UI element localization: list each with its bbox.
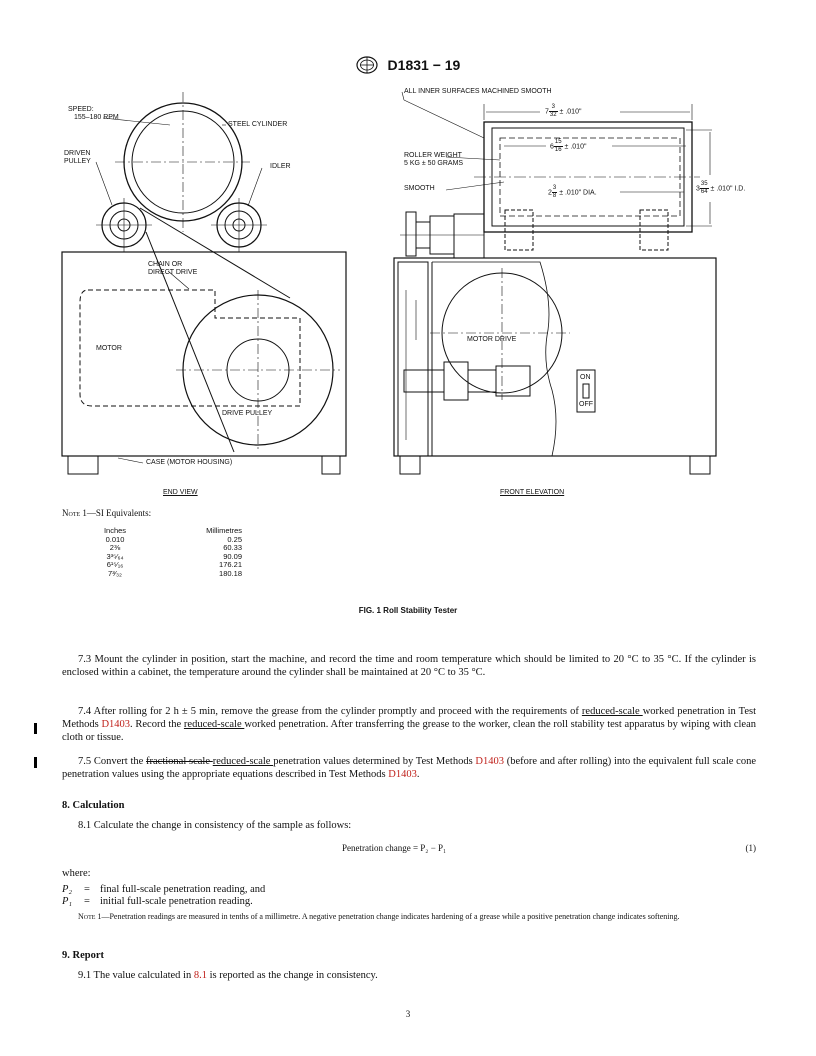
note-text: 1—Penetration readings are measured in tenths of a millimetre. A negative penetration change indicates hardening of a grease while a positive penetration change indicates softening. (95, 912, 680, 921)
millimetres-cell: 90.09 (223, 551, 242, 561)
inches-cell: 3³⁵⁄₆₄ (106, 551, 124, 561)
inserted-text: reduced-scale (581, 706, 643, 717)
where-label: where: (62, 868, 91, 879)
change-bar (34, 723, 37, 734)
table-header-cell: Inches (103, 526, 127, 535)
motor-drive-label: MOTOR DRIVE (467, 336, 517, 343)
paragraph-9-1 (62, 969, 756, 982)
table-row (84, 570, 260, 579)
text-run: 9.1 The value calculated in (78, 970, 194, 981)
text-run: . Record the (130, 719, 184, 730)
inserted-text: reduced-scale (183, 719, 245, 730)
definition-p1 (62, 896, 253, 907)
millimetres-cell: 0.25 (227, 534, 242, 544)
reference-link-8-1[interactable]: 8.1 (193, 970, 207, 981)
paragraph-7-3 (62, 653, 756, 679)
dim-whole: 3 (696, 185, 700, 193)
reference-link-d1403[interactable]: D1403 (475, 756, 505, 767)
dim-numerator: 15 (554, 139, 562, 145)
millimetres-cell: 180.18 (219, 568, 242, 578)
si-equivalents-table (84, 527, 260, 578)
figure-note (62, 508, 151, 518)
dim-denominator: 8 (552, 193, 557, 199)
text-run: penetration values determined by Test Methods (273, 756, 476, 767)
text-run: 7.4 After rolling for 2 h ± 5 min, remove the grease from the cylinder promptly and proceed with the requirements of (78, 706, 582, 717)
definition-p2 (62, 884, 265, 895)
paragraph-7-5 (62, 755, 756, 781)
definition-symbol: P₂ (62, 884, 73, 895)
dim-denominator: 32 (549, 112, 557, 118)
motor-label: MOTOR (96, 345, 122, 352)
section-9-heading: 9. Report (62, 950, 104, 961)
speed-label: SPEED: (68, 106, 94, 113)
text-run: is reported as the change in consistency. (206, 970, 378, 981)
pulley-label: PULLEY (64, 158, 91, 165)
idler-label: IDLER (270, 163, 291, 170)
reference-link-d1403[interactable]: D1403 (388, 769, 417, 780)
inches-cell: 2⅜ (109, 543, 121, 552)
roll-stability-tester-figure (0, 0, 816, 500)
page-number: 3 (405, 1009, 411, 1019)
all-inner-label: ALL INNER SURFACES MACHINED SMOOTH (404, 88, 552, 95)
text-run: worked penetration. After transferring the grease to the worker, clean the roll stability test apparatus by wiping with clean cloth or tissue. (62, 719, 756, 743)
dimension-overall-length (545, 104, 581, 119)
rpm-label: 155–180 RPM (74, 114, 119, 121)
dim-tolerance: ± .010" DIA. (559, 189, 597, 197)
inches-cell: 0.010 (105, 534, 125, 544)
designation: D1831 − 19 (387, 57, 461, 74)
paragraph-8-1 (62, 819, 756, 832)
equation-number: (1) (745, 843, 756, 853)
change-bar (34, 757, 37, 768)
end-view-title: END VIEW (163, 489, 198, 496)
dim-whole: 7 (545, 108, 549, 116)
smooth-label: SMOOTH (404, 185, 435, 192)
text-run: . (416, 769, 420, 780)
inches-cell: 7³⁄₃₂ (108, 568, 122, 578)
driven-label: DRIVEN (64, 150, 91, 157)
millimetres-cell: 60.33 (223, 543, 242, 552)
reference-link-d1403[interactable]: D1403 (101, 719, 131, 730)
front-elevation-title: FRONT ELEVATION (500, 489, 565, 496)
inserted-text: reduced-scale (212, 756, 274, 767)
case-label: CASE (MOTOR HOUSING) (146, 459, 233, 466)
dim-numerator: 3 (549, 104, 558, 112)
calculation-note (62, 912, 756, 922)
equation-text: Penetration change = P₂ − P₁ (342, 843, 447, 853)
paragraph-8-1-text: 8.1 Calculate the change in consistency of the sample as follows: (78, 820, 352, 831)
roller-weight-label: ROLLER WEIGHT (404, 152, 462, 159)
definition-symbol: P₁ (62, 896, 73, 907)
dimension-inner-length (550, 139, 586, 154)
drive-pulley-label: DRIVE PULLEY (222, 410, 273, 417)
inches-cell: 6¹⁵⁄₁₆ (106, 560, 124, 569)
switch-off-label: OFF (579, 401, 593, 408)
definition-equals: = (84, 884, 90, 895)
steel-cylinder-label: STEEL CYLINDER (228, 121, 288, 128)
text-run: 7.5 Convert the (78, 756, 147, 767)
definition-text: initial full-scale penetration reading. (100, 896, 253, 907)
note-label: Note (62, 508, 81, 518)
roller-weight-value: 5 KG ± 50 GRAMS (404, 160, 464, 167)
dim-tolerance: ± .010" (559, 108, 582, 116)
figure-caption: FIG. 1 Roll Stability Tester (358, 606, 458, 615)
dim-numerator: 3 (552, 185, 557, 191)
text-run: (before and after rolling) into the equivalent full scale cone penetration values using the appropriate equations described in Test Methods (62, 756, 756, 780)
dim-tolerance: ± .010" I.D. (710, 185, 746, 193)
millimetres-cell: 176.21 (219, 560, 242, 569)
dim-whole: 2 (548, 189, 552, 197)
definition-equals: = (84, 896, 90, 907)
dim-numerator: 35 (700, 181, 708, 187)
deleted-text: fractional scale (146, 756, 213, 767)
dim-whole: 6 (550, 143, 554, 151)
dim-denominator: 16 (554, 147, 562, 153)
note-text: 1—SI Equivalents: (80, 508, 152, 518)
note-label: Note (78, 912, 96, 921)
switch-on-label: ON (580, 374, 591, 381)
table-header-cell: Millimetres (206, 526, 242, 535)
direct-drive-label: DIRECT DRIVE (148, 269, 198, 276)
paragraph-7-3-text: 7.3 Mount the cylinder in position, start the machine, and record the time and room temperature which should be limited to 20 °C to 35 °C. If the cylinder is enclosed within a cabinet, the temperature around the cylinder shall be maintained at 20 °C to 35 °C. (62, 654, 756, 678)
end-view-drawing (62, 92, 346, 474)
chain-or-label: CHAIN OR (148, 261, 183, 268)
dim-denominator: 64 (700, 189, 708, 195)
dimension-roller-diameter (548, 185, 597, 200)
paragraph-7-4 (62, 705, 756, 744)
text-run: worked penetration in Test Methods (62, 706, 756, 730)
dimension-inner-diameter (696, 181, 745, 196)
definition-text: final full-scale penetration reading, and (100, 884, 266, 895)
dim-tolerance: ± .010" (564, 143, 587, 151)
section-8-heading: 8. Calculation (62, 800, 125, 811)
